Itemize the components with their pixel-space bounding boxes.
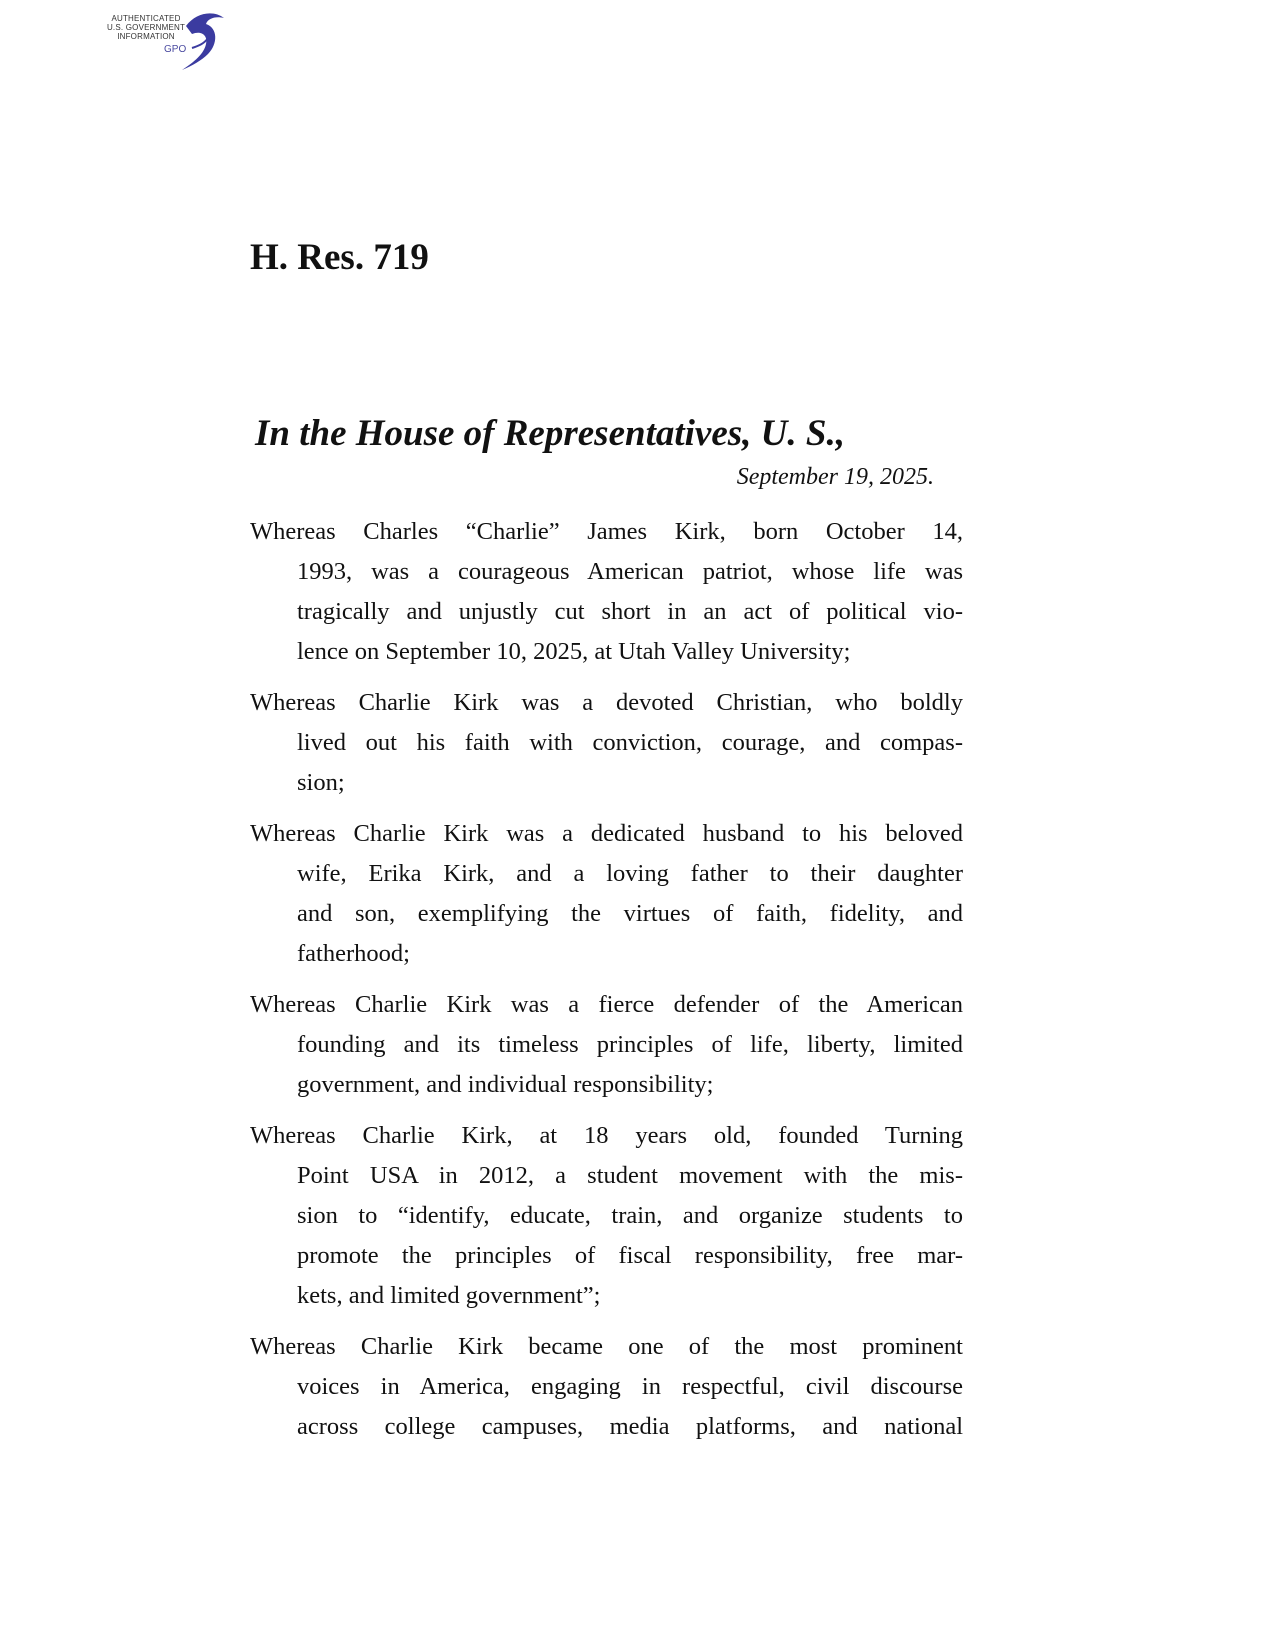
clause-line: Whereas Charlie Kirk was a fierce defender of the American [250, 991, 963, 1018]
clause-line: across college campuses, media platforms, and national [297, 1413, 963, 1440]
bill-number: H. Res. 719 [250, 237, 429, 278]
resolution-date: September 19, 2025. [736, 464, 934, 490]
clause-line: kets, and limited government”; [297, 1282, 601, 1309]
clause-line: Point USA in 2012, a student movement with the mis- [297, 1162, 963, 1189]
clause-line: fatherhood; [297, 940, 410, 967]
clause-line: and son, exemplifying the virtues of faith, fidelity, and [297, 900, 963, 927]
clause-line: lived out his faith with conviction, courage, and compas- [297, 729, 963, 756]
resolution-body [250, 512, 963, 1458]
clause-line: voices in America, engaging in respectful, civil discourse [297, 1373, 963, 1400]
clause-line: Whereas Charles “Charlie” James Kirk, born October 14, [250, 518, 963, 545]
whereas-clause [250, 814, 963, 974]
clause-line: tragically and unjustly cut short in an act of political vio- [297, 598, 963, 625]
whereas-clause [250, 1116, 963, 1316]
whereas-clause [250, 683, 963, 803]
clause-line: Whereas Charlie Kirk became one of the most prominent [250, 1333, 963, 1360]
clause-line: promote the principles of fiscal responsibility, free mar- [297, 1242, 963, 1269]
whereas-clause [250, 512, 963, 672]
logo-gpo: GPO [164, 44, 187, 55]
chamber-heading: In the House of Representatives, U. S., [255, 413, 845, 454]
clause-line: Whereas Charlie Kirk, at 18 years old, founded Turning [250, 1122, 963, 1149]
clause-line: government, and individual responsibility; [297, 1071, 714, 1098]
clause-line: founding and its timeless principles of life, liberty, limited [297, 1031, 963, 1058]
logo-text: AUTHENTICATED U.S. GOVERNMENT INFORMATION [106, 14, 186, 41]
clause-line: Whereas Charlie Kirk was a devoted Christian, who boldly [250, 689, 963, 716]
clause-line: lence on September 10, 2025, at Utah Valley University; [297, 638, 851, 665]
clause-line: Whereas Charlie Kirk was a dedicated husband to his beloved [250, 820, 963, 847]
clause-line: sion to “identify, educate, train, and organize students to [297, 1202, 963, 1229]
clause-line: 1993, was a courageous American patriot, whose life was [297, 558, 963, 585]
clause-line: wife, Erika Kirk, and a loving father to their daughter [297, 860, 963, 887]
gpo-authentication-logo [100, 8, 235, 73]
whereas-clause [250, 1327, 963, 1447]
whereas-clause [250, 985, 963, 1105]
eagle-icon [178, 8, 228, 73]
clause-line: sion; [297, 769, 345, 796]
